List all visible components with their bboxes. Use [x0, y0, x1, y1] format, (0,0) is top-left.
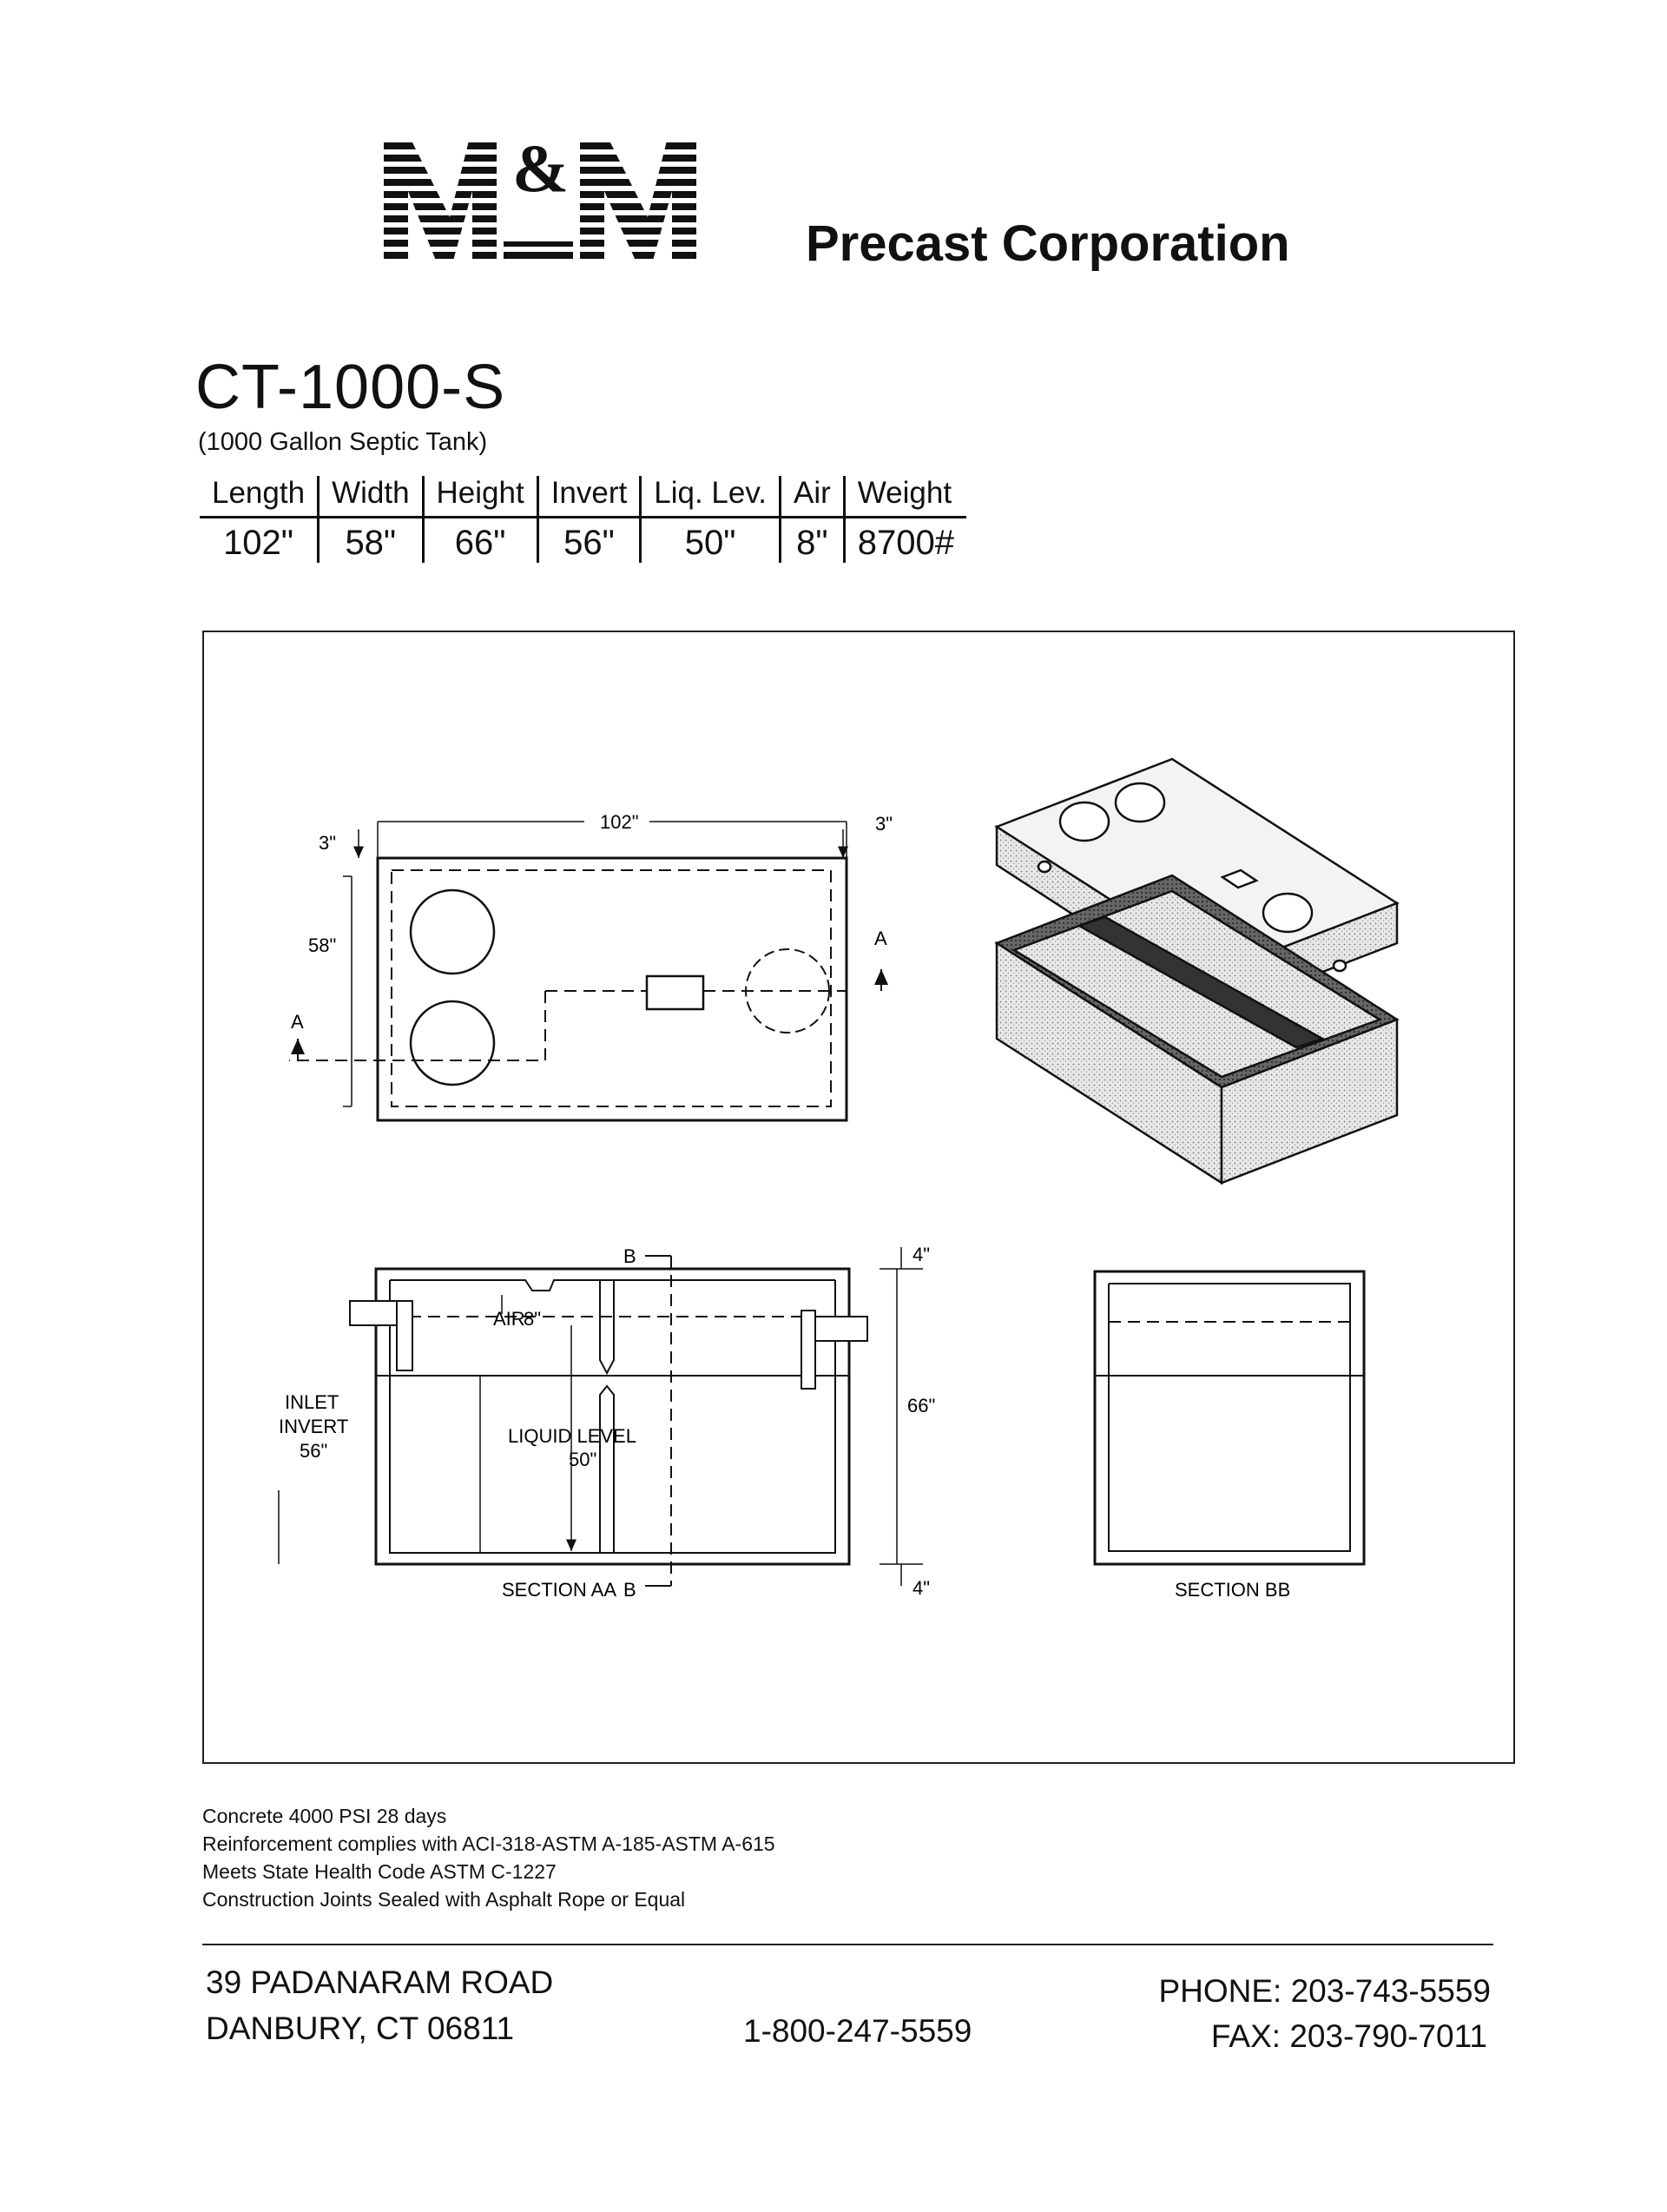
note-line: Concrete 4000 PSI 28 days	[202, 1805, 447, 1827]
plan-view	[289, 822, 881, 1120]
section-aa-inlet-value: 56"	[300, 1440, 328, 1462]
isometric-view	[997, 759, 1397, 1183]
spec-header-liquid-level: Liq. Lev.	[641, 476, 781, 518]
spec-value-liquid-level: 50"	[641, 518, 781, 564]
spec-value-weight: 8700#	[857, 524, 954, 562]
section-aa-marker-bottom: B	[623, 1579, 636, 1601]
spec-value-length: 102"	[200, 518, 319, 564]
model-number: CT-1000-S	[195, 353, 506, 422]
company-name: Precast Corporation	[806, 215, 1290, 272]
section-bb	[1095, 1271, 1364, 1564]
note-line: Meets State Health Code ASTM C-1227	[202, 1860, 557, 1883]
section-aa-marker-top: B	[623, 1245, 636, 1267]
section-aa-top-slab: 4"	[913, 1244, 931, 1265]
section-aa-caption: SECTION AA	[502, 1579, 617, 1601]
spec-header-weight: Weight	[844, 476, 966, 518]
plan-section-marker-left: A	[291, 1011, 304, 1033]
plan-dim-length: 102"	[600, 811, 639, 833]
svg-text:&: &	[512, 130, 569, 206]
toll-free-number: 1-800-247-5559	[743, 2013, 972, 2049]
phone-number: PHONE: 203-743-5559	[1158, 1973, 1491, 2009]
spec-table	[200, 476, 966, 563]
spec-value-invert: 56"	[537, 518, 641, 564]
spec-header-length: Length	[200, 476, 319, 518]
plan-dim-wall-left: 3"	[319, 832, 337, 854]
section-aa-air-label: AIR	[493, 1308, 525, 1330]
note-line: Reinforcement complies with ACI-318-ASTM A-185-ASTM A-615	[202, 1832, 775, 1855]
model-description: (1000 Gallon Septic Tank)	[198, 428, 488, 456]
section-aa-height: 66"	[907, 1395, 936, 1416]
section-aa-air-dim: 8"	[524, 1308, 542, 1330]
spec-header-air: Air	[780, 476, 844, 518]
section-aa	[279, 1247, 923, 1586]
section-aa-liquid-label: LIQUID LEVEL	[508, 1425, 636, 1447]
company-logo	[382, 130, 1389, 295]
fax-number: FAX: 203-790-7011	[1210, 2018, 1487, 2054]
section-aa-inlet-label-1: INLET	[285, 1391, 339, 1413]
logo-mark	[384, 130, 696, 261]
section-aa-bottom-slab: 4"	[913, 1577, 931, 1599]
spec-header-width: Width	[319, 476, 423, 518]
section-bb-caption: SECTION BB	[1175, 1579, 1291, 1601]
plan-section-marker-right: A	[874, 928, 887, 949]
plan-dim-width: 58"	[308, 934, 337, 956]
footer-divider	[202, 1944, 1493, 1945]
technical-drawing	[202, 631, 1515, 1764]
section-aa-inlet-label-2: INVERT	[279, 1416, 349, 1437]
spec-value-width: 58"	[319, 518, 423, 564]
address-line-1: 39 PADANARAM ROAD	[206, 1964, 554, 2000]
address-line-2: DANBURY, CT 06811	[206, 2011, 515, 2046]
spec-value-row	[200, 518, 966, 564]
spec-value-height: 66"	[423, 518, 537, 564]
spec-notes	[202, 1802, 775, 1913]
section-aa-liquid-value: 50"	[569, 1449, 597, 1470]
spec-header-height: Height	[423, 476, 537, 518]
note-line: Construction Joints Sealed with Asphalt Rope or Equal	[202, 1888, 686, 1911]
spec-header-row	[200, 476, 966, 518]
plan-dim-wall-right: 3"	[875, 813, 893, 835]
spec-value-air: 8"	[780, 518, 844, 564]
spec-header-invert: Invert	[537, 476, 641, 518]
